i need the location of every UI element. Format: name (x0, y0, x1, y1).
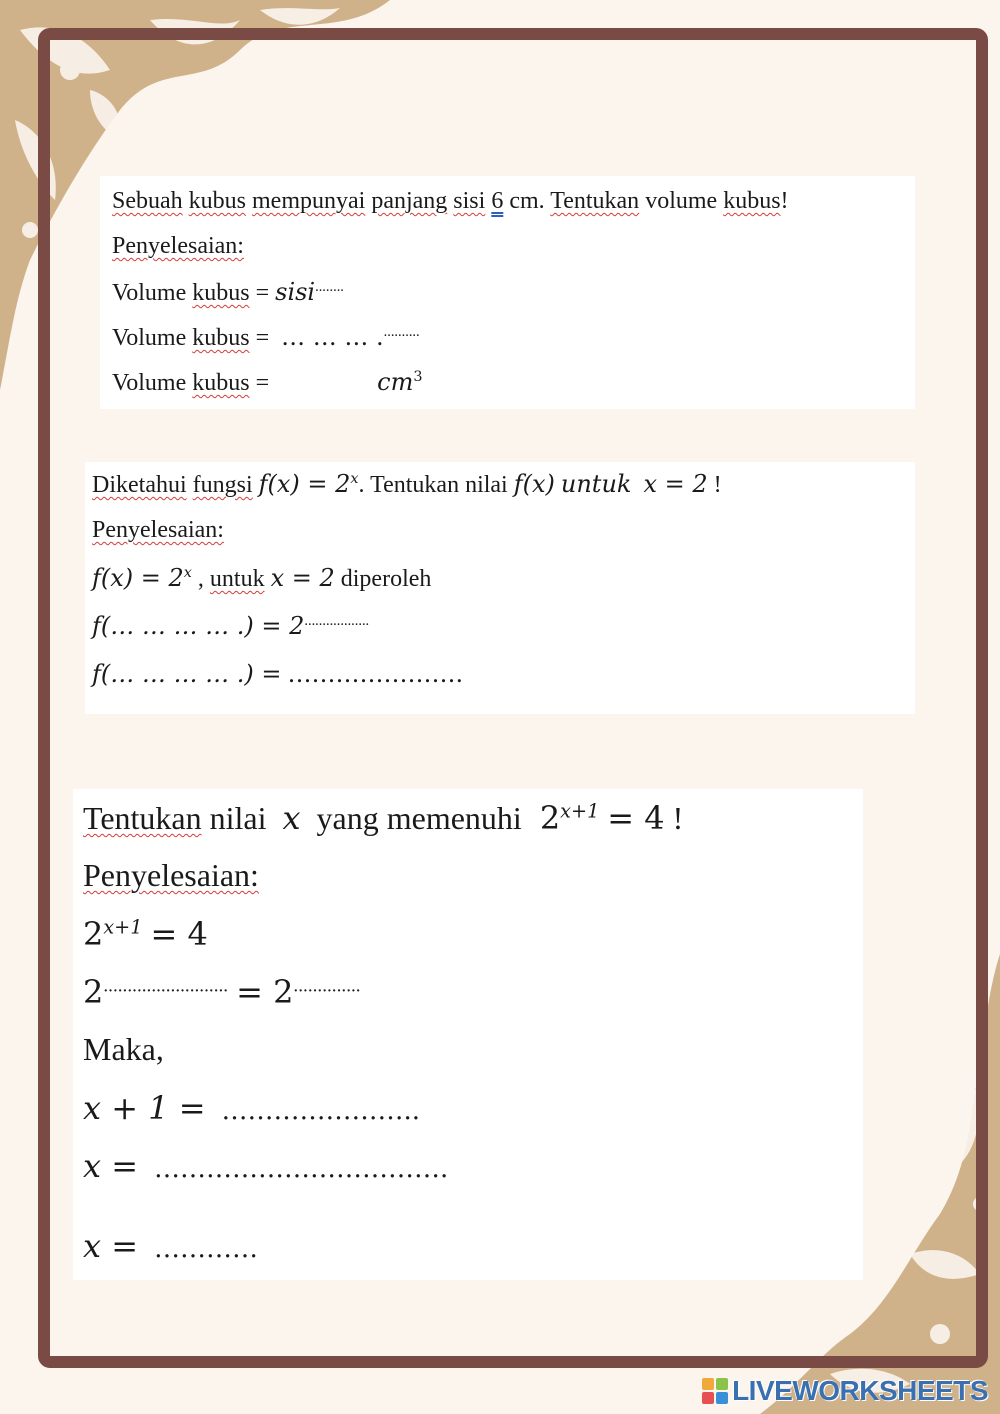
question-3-step-1: $2^{x+1} = 4$ (83, 915, 208, 953)
answer-blank[interactable]: .................. (304, 613, 370, 629)
question-2-step-1: $f(x) = 2^x$ , untuk x = 2 diperoleh (92, 564, 432, 592)
question-3-step-4: x = ……………………………. (83, 1147, 449, 1185)
question-1-prompt: Sebuah kubus mempunyai panjang sisi 6 cm. Tentukan volume kubus! (112, 188, 789, 214)
answer-blank[interactable]: … … … . (281, 323, 384, 351)
question-2-step-3: f(… … … … .) = …………………. (92, 660, 464, 688)
answer-blank[interactable]: ……………………………. (154, 1154, 449, 1184)
question-3-step-2: 2.......................... = 2.............. (83, 973, 361, 1011)
question-3-card (73, 789, 863, 1280)
question-3-step-5: x = ………… (83, 1227, 259, 1265)
question-3-solution-label: Penyelesaian: (83, 857, 259, 893)
answer-blank[interactable]: ………… (154, 1234, 259, 1264)
answer-blank[interactable]: …………………. (287, 660, 464, 688)
question-2-prompt: Diketahui fungsi $f(x) = 2^x$. Tentukan nilai f(x) untuk x = 2 ! (92, 470, 722, 498)
question-3-prompt: Tentukan nilai x yang memenuhi $2^{x+1} = 4$ ! (83, 799, 684, 837)
answer-blank[interactable]: f(… … … … .) = 2 (92, 612, 305, 640)
question-2-step-2 (92, 612, 369, 641)
answer-blank[interactable]: .......... (383, 324, 420, 340)
liveworksheets-logo-icon (702, 1378, 728, 1404)
question-2-solution-label: Penyelesaian: (92, 517, 224, 543)
answer-blank[interactable]: .............. (293, 975, 361, 997)
question-2-card (85, 462, 915, 714)
answer-blank[interactable]: ………………….. (221, 1096, 421, 1126)
question-1-step-2: Volume kubus = … … … ........... (112, 323, 420, 351)
question-1-solution-label: Penyelesaian: (112, 233, 244, 259)
question-3-step-3: x + 1 = ………………….. (83, 1089, 421, 1127)
question-1-step-1: Volume kubus = sisi........ (112, 278, 344, 306)
question-3-maka: Maka, (83, 1031, 164, 1067)
answer-blank[interactable]: .......................... (103, 975, 229, 997)
question-1-step-3: Volume kubus = $cm^3$ (112, 368, 423, 396)
answer-blank[interactable]: ........ (315, 279, 344, 295)
question-1-card (100, 176, 915, 409)
liveworksheets-brand (702, 1376, 988, 1406)
liveworksheets-wordmark: LIVEWORKSHEETS (732, 1375, 988, 1406)
